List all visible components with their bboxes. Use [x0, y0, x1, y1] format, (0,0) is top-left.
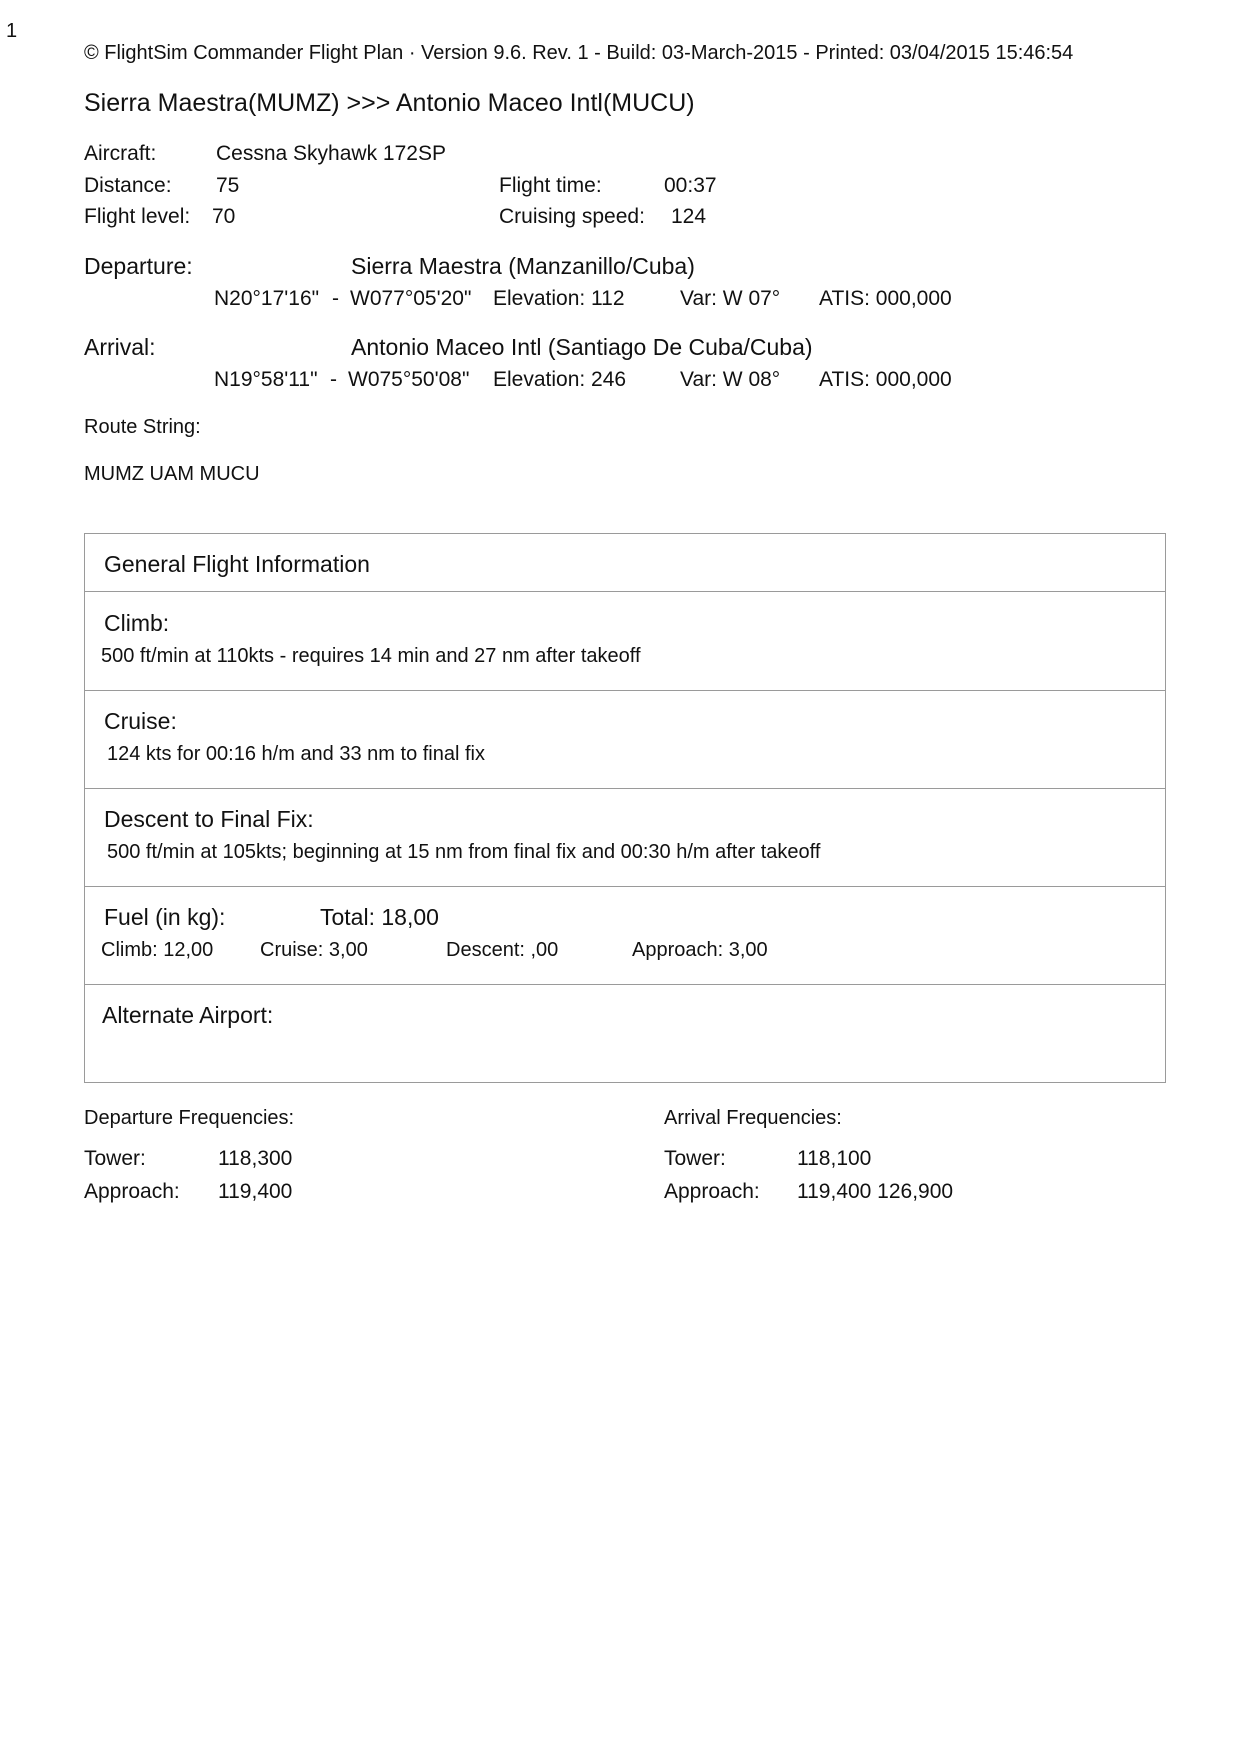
alternate-airport-label: Alternate Airport:	[102, 1002, 274, 1028]
descent-detail: 500 ft/min at 105kts; beginning at 15 nm from final fix and 00:30 h/m after takeoff	[107, 841, 821, 863]
divider	[84, 984, 1166, 985]
departure-approach-label: Approach:	[84, 1180, 180, 1203]
cruising-speed-value: 124	[671, 205, 707, 228]
flight-time-label: Flight time:	[499, 174, 602, 197]
departure-airport-name: Sierra Maestra (Manzanillo/Cuba)	[351, 253, 695, 279]
arrival-longitude: W075°50'08"	[348, 368, 470, 391]
climb-label: Climb:	[104, 610, 170, 636]
route-string-value: MUMZ UAM MUCU	[84, 463, 260, 485]
fuel-label: Fuel (in kg):	[104, 904, 226, 930]
arrival-atis: ATIS: 000,000	[819, 368, 952, 391]
arrival-airport-name: Antonio Maceo Intl (Santiago De Cuba/Cuba)	[351, 334, 813, 360]
departure-tower-frequency: 118,300	[218, 1147, 293, 1170]
aircraft-label: Aircraft:	[84, 142, 157, 165]
flight-level-label: Flight level:	[84, 205, 191, 228]
departure-tower-label: Tower:	[84, 1147, 146, 1170]
climb-detail: 500 ft/min at 110kts - requires 14 min and 27 nm after takeoff	[101, 645, 641, 667]
cruise-detail: 124 kts for 00:16 h/m and 33 nm to final fix	[107, 743, 485, 765]
divider	[84, 690, 1166, 691]
fuel-descent: Descent: ,00	[446, 939, 559, 961]
page-number: 1	[6, 20, 18, 42]
document-header: © FlightSim Commander Flight Plan · Version 9.6. Rev. 1 - Build: 03-March-2015 - Printed: 03/04/2015 15:46:54	[84, 42, 1074, 64]
divider	[84, 886, 1166, 887]
departure-label: Departure:	[84, 253, 193, 279]
divider	[84, 591, 1166, 592]
departure-atis: ATIS: 000,000	[819, 287, 952, 310]
arrival-latitude: N19°58'11"	[214, 368, 318, 391]
arrival-label: Arrival:	[84, 334, 156, 360]
distance-value: 75	[216, 174, 240, 197]
arrival-dash: -	[330, 368, 337, 391]
arrival-tower-frequency: 118,100	[797, 1147, 872, 1170]
departure-longitude: W077°05'20"	[350, 287, 472, 310]
descent-label: Descent to Final Fix:	[104, 806, 314, 832]
fuel-climb: Climb: 12,00	[101, 939, 214, 961]
departure-variation: Var: W 07°	[680, 287, 781, 310]
departure-frequencies-title: Departure Frequencies:	[84, 1107, 295, 1129]
arrival-elevation: Elevation: 246	[493, 368, 627, 391]
arrival-approach-frequency: 119,400 126,900	[797, 1180, 954, 1203]
flight-level-value: 70	[212, 205, 236, 228]
arrival-approach-label: Approach:	[664, 1180, 760, 1203]
general-info-title: General Flight Information	[104, 551, 370, 577]
arrival-variation: Var: W 08°	[680, 368, 781, 391]
departure-latitude: N20°17'16"	[214, 287, 320, 310]
fuel-total: Total: 18,00	[320, 904, 439, 930]
arrival-tower-label: Tower:	[664, 1147, 726, 1170]
aircraft-value: Cessna Skyhawk 172SP	[216, 142, 446, 165]
route-title: Sierra Maestra(MUMZ) >>> Antonio Maceo Intl(MUCU)	[84, 89, 695, 117]
flight-time-value: 00:37	[664, 174, 717, 197]
departure-dash: -	[332, 287, 339, 310]
fuel-cruise: Cruise: 3,00	[260, 939, 368, 961]
cruise-label: Cruise:	[104, 708, 177, 734]
distance-label: Distance:	[84, 174, 172, 197]
departure-approach-frequency: 119,400	[218, 1180, 293, 1203]
divider	[84, 788, 1166, 789]
cruising-speed-label: Cruising speed:	[499, 205, 645, 228]
arrival-frequencies-title: Arrival Frequencies:	[664, 1107, 842, 1129]
departure-elevation: Elevation: 112	[493, 287, 625, 310]
fuel-approach: Approach: 3,00	[632, 939, 768, 961]
route-string-label: Route String:	[84, 416, 201, 438]
